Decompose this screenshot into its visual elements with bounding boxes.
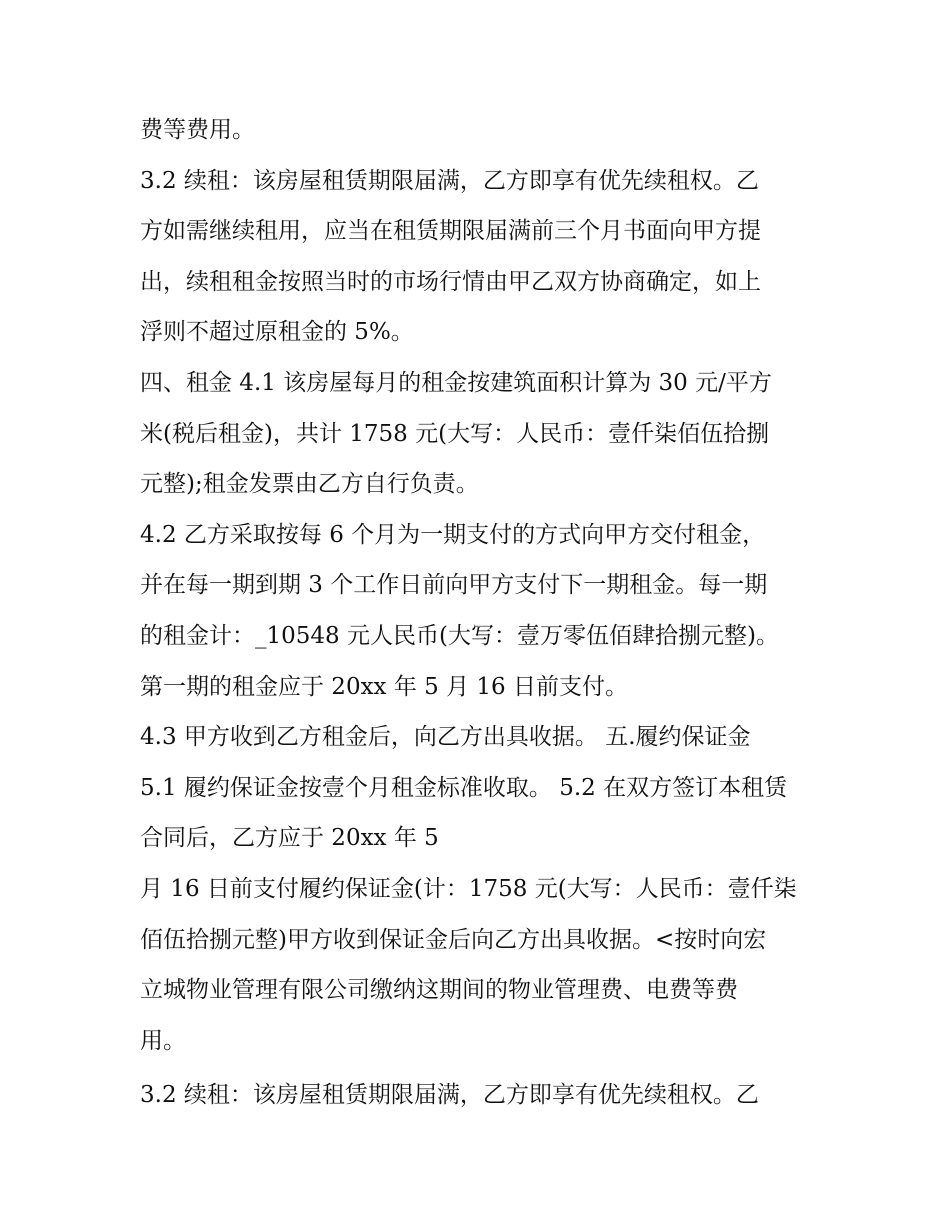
text-line-18: 立城物业管理有限公司缴纳这期间的物业管理费、电费等费 — [140, 977, 738, 1003]
text-line-2: 3.2 续租：该房屋租赁期限届满，乙方即享有优先续租权。乙 — [140, 168, 759, 194]
text-line-15: 合同后，乙方应于 20xx 年 5 — [140, 825, 439, 851]
text-line-3: 方如需继续租用，应当在租赁期限届满前三个月书面向甲方提 — [140, 218, 761, 244]
text-line-17: 佰伍拾捌元整)甲方收到保证金后向乙方出具收据。<按时向宏 — [140, 927, 767, 953]
text-line-9: 4.2 乙方采取按每 6 个月为一期支付的方式向甲方交付租金， — [140, 522, 766, 548]
text-line-20: 3.2 续租：该房屋租赁期限届满，乙方即享有优先续租权。乙 — [140, 1082, 759, 1108]
text-line-10: 并在每一期到期 3 个工作日前向甲方支付下一期租金。每一期 — [140, 572, 768, 598]
text-line-4: 出，续租租金按照当时的市场行情由甲乙双方协商确定，如上 — [140, 269, 761, 295]
text-line-16: 月 16 日前支付履约保证金(计：1758 元(大写：人民币：壹仟柒 — [140, 876, 797, 902]
text-line-1: 费等费用。 — [140, 117, 255, 143]
text-line-8: 元整);租金发票由乙方自行负责。 — [140, 471, 479, 497]
text-line-5: 浮则不超过原租金的 5%。 — [140, 319, 414, 345]
text-line-19: 用。 — [140, 1028, 186, 1054]
text-line-13: 4.3 甲方收到乙方租金后，向乙方出具收据。 五.履约保证金 — [140, 724, 751, 750]
text-line-14: 5.1 履约保证金按壹个月租金标准收取。 5.2 在双方签订本租赁 — [140, 775, 788, 801]
text-line-6: 四、租金 4.1 该房屋每月的租金按建筑面积计算为 30 元/平方 — [140, 370, 772, 396]
text-line-7: 米(税后租金)，共计 1758 元(大写：人民币：壹仟柒佰伍拾捌 — [140, 421, 770, 447]
text-line-12: 第一期的租金应于 20xx 年 5 月 16 日前支付。 — [140, 674, 628, 700]
text-line-11: 的租金计：_10548 元人民币(大写：壹万零伍佰肆拾捌元整)。 — [140, 623, 779, 649]
